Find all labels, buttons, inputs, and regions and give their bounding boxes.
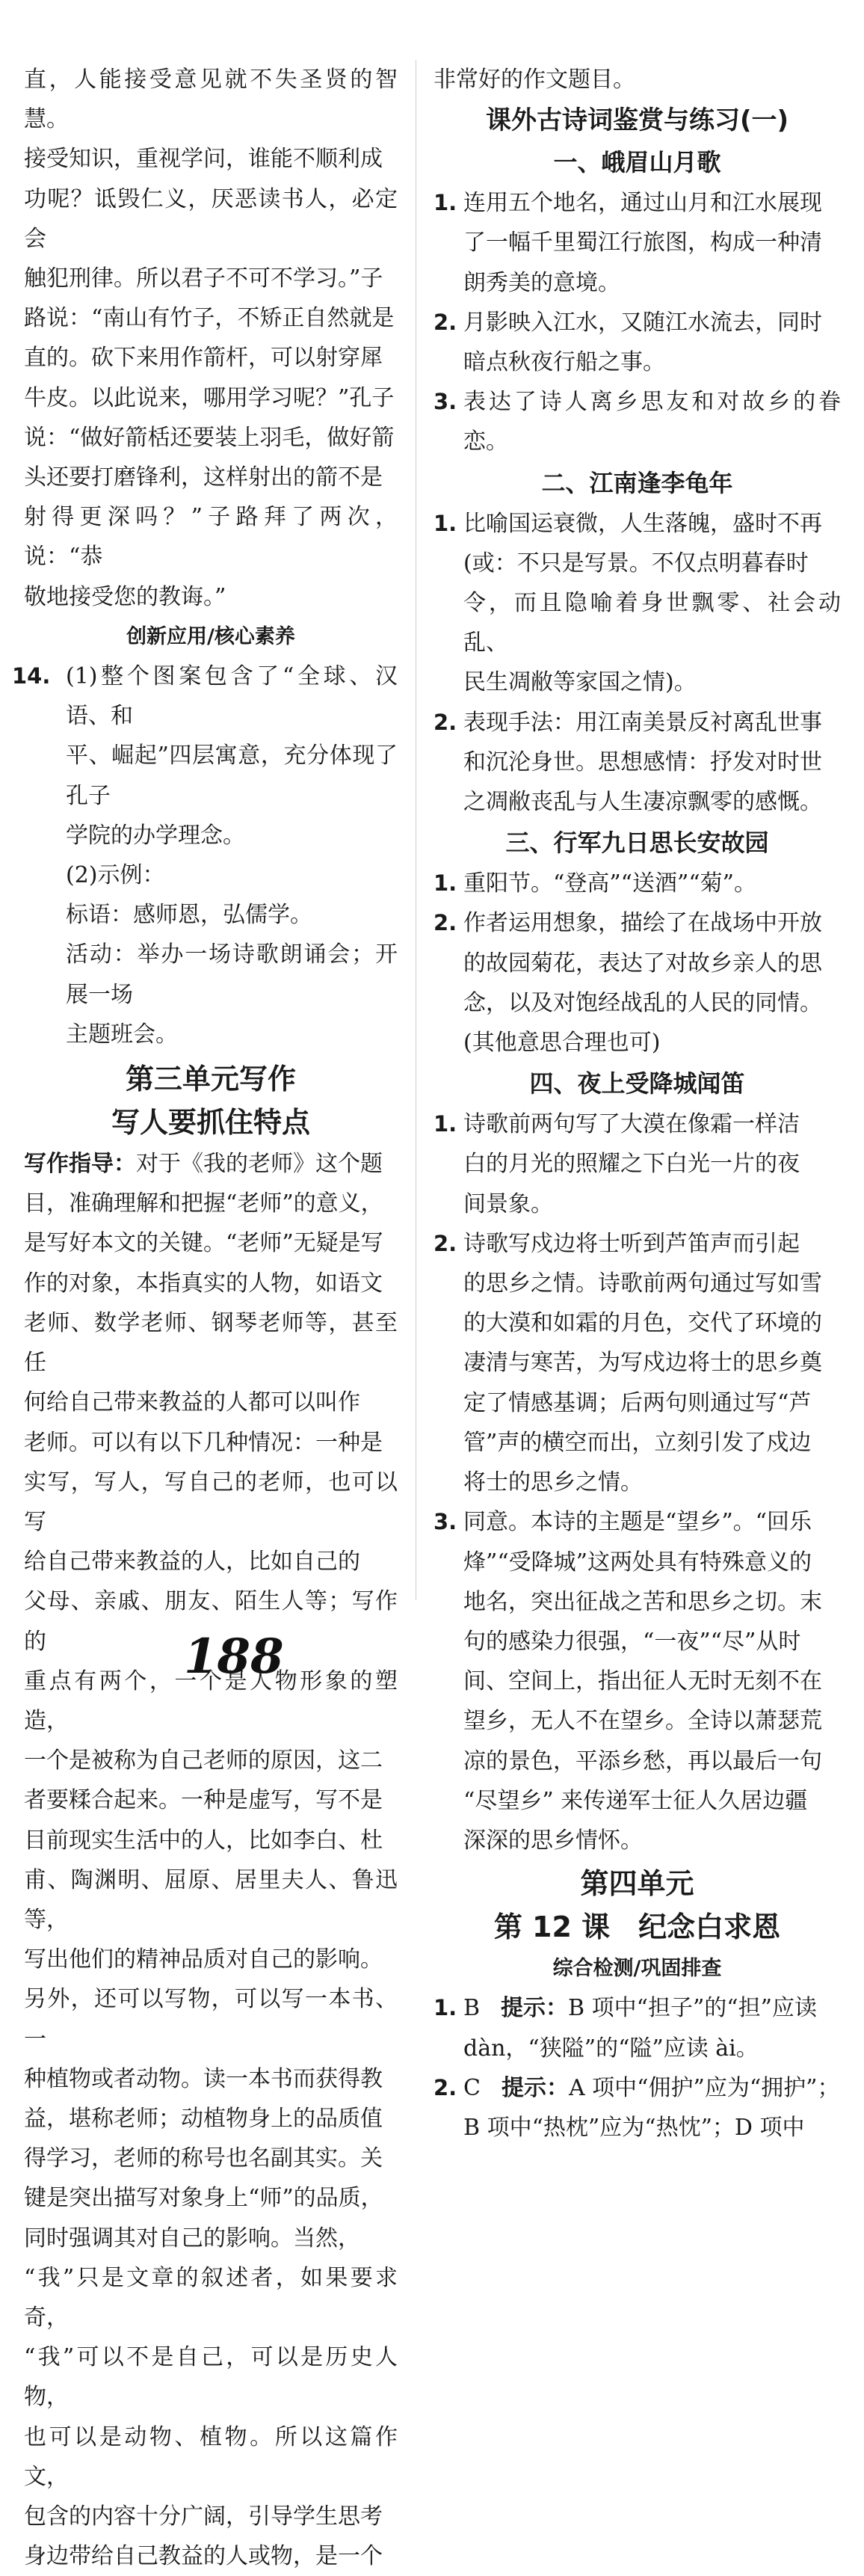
text-line: 头还要打磨锋利，这样射出的箭不是 xyxy=(24,464,383,491)
answer-number: 1. xyxy=(433,870,457,897)
text-line: 一个是被称为自己老师的原因，这二 xyxy=(24,1747,383,1774)
text-line: 老师、数学老师、钢琴老师等，甚至任 xyxy=(24,1309,398,1377)
answer-number: 1. xyxy=(433,1111,457,1137)
text-line: 敬地接受您的教诲。” xyxy=(24,583,226,610)
text-line: 望乡，无人不在望乡。全诗以萧瑟荒 xyxy=(463,1708,822,1735)
text-line: 朗秀美的意境。 xyxy=(463,269,620,296)
answer-number: 2. xyxy=(433,709,457,735)
text-line: 的大漠和如霜的月色，交代了环境的 xyxy=(463,1310,822,1337)
text-line: “我”只是文章的叙述者，如果要求奇， xyxy=(24,2264,398,2331)
text-line: 牛皮。以此说来，哪用学习呢？”孔子 xyxy=(24,384,395,411)
unit3-subtitle: 写人要抓住特点 xyxy=(111,1106,310,1140)
text-line: 是写好本文的关键。“老师”无疑是写 xyxy=(24,1230,383,1257)
text-line: 说：“做好箭栝还要装上羽毛，做好箭 xyxy=(24,424,395,451)
answer-number: 2. xyxy=(433,309,457,335)
unit4-title: 第四单元 xyxy=(580,1867,694,1901)
answer-item xyxy=(433,703,841,823)
answer-number: 1. xyxy=(433,1995,457,2021)
text-line: 同时强调其对自己的影响。当然， xyxy=(24,2225,360,2251)
text-line: 何给自己带来教益的人都可以叫作 xyxy=(24,1389,360,1416)
text-line: 另外，还可以写物，可以写一本书、一 xyxy=(24,1986,398,2053)
review-heading: 综合检测/巩固排查 xyxy=(552,1957,722,1981)
text-line: 定了情感基调；后两句则通过写“芦 xyxy=(463,1389,812,1416)
answer-item xyxy=(433,1988,841,2068)
text-line: 学院的办学理念。 xyxy=(66,822,245,849)
question-14 xyxy=(12,657,398,1054)
text-line: 表达了诗人离乡思友和对故乡的眷恋。 xyxy=(463,389,841,455)
text-line: (或：不只是写景。不仅点明暮春时 xyxy=(463,550,809,577)
unit3-title: 第三单元写作 xyxy=(125,1063,296,1096)
text-line: 功呢？诋毁仁义，厌恶读书人，必定会 xyxy=(24,185,398,252)
text-line: 月影映入江水，又随江水流去，同时 xyxy=(463,309,822,336)
answer-number: 1. xyxy=(433,510,457,536)
answer-item xyxy=(433,1104,841,1224)
text-line: 得学习，老师的称号也名副其实。关 xyxy=(24,2145,383,2172)
text-line: 管”声的横空而出，立刻引发了戍边 xyxy=(463,1429,812,1456)
answer-choice: B xyxy=(463,1995,481,2022)
answer-number: 2. xyxy=(433,2074,457,2100)
text-line: 民生凋敝等家国之情)。 xyxy=(463,669,697,696)
text-line: 包含的内容十分广阔，引导学生思考 xyxy=(24,2503,383,2530)
poem3-answers xyxy=(433,864,841,1063)
poem1-title: 一、峨眉山月歌 xyxy=(553,148,721,177)
answer-item xyxy=(433,504,841,703)
text-line: 凉的景色，平添乡愁，再以最后一句 xyxy=(463,1747,822,1774)
text-line xyxy=(24,1144,398,1184)
text-line: 同意。本诗的主题是“望乡”。“回乐 xyxy=(463,1509,812,1536)
text-line: 老师。可以有以下几种情况：一种是 xyxy=(24,1429,383,1456)
text-line: 和沉沦身世。思想感情：抒发对时世 xyxy=(463,748,822,775)
writing-guide xyxy=(24,1144,398,2576)
translation-passage xyxy=(24,60,398,617)
poem4-title: 四、夜上受降城闻笛 xyxy=(529,1069,745,1098)
innovation-heading: 创新应用/核心素养 xyxy=(126,624,295,648)
text-line: dàn，“狭隘”的“隘”应读 ài。 xyxy=(463,2035,759,2062)
hint-text: B 项中“担子”的“担”应读 xyxy=(568,1995,817,2022)
text-line xyxy=(463,1988,841,2028)
answer-item xyxy=(433,382,841,461)
poem2-title: 二、江南逢李龟年 xyxy=(541,468,733,497)
answer-item xyxy=(433,183,841,303)
text-line: 的故园菊花，表达了对故乡亲人的思 xyxy=(463,950,822,977)
hint-label: 提示： xyxy=(501,2074,569,2101)
text-line: 深深的思乡情怀。 xyxy=(463,1827,643,1854)
text-line: 给自己带来教益的人，比如自己的 xyxy=(24,1549,360,1576)
answer-item xyxy=(433,864,841,903)
text-line: 活动：举办一场诗歌朗诵会；开展一场 xyxy=(66,941,398,1008)
answer-number: 2. xyxy=(433,910,457,936)
text-line: 实写，写人，写自己的老师，也可以写 xyxy=(24,1469,398,1535)
text-line: 令，而且隐喻着身世飘零、社会动乱、 xyxy=(463,590,841,657)
left-column xyxy=(12,60,398,2576)
text-line: “尽望乡” 来传递军士征人久居边疆 xyxy=(463,1787,808,1814)
text-line: 者要糅合起来。一种是虚写，写不是 xyxy=(24,1787,383,1814)
text-line: 重阳节。“登高”“送酒”“菊”。 xyxy=(463,870,757,897)
answer-item xyxy=(433,1502,841,1860)
hint-text: A 项中“佣护”应为“拥护”； xyxy=(568,2074,840,2101)
text-line: 接受知识，重视学问，谁能不顺利成 xyxy=(24,146,383,173)
poem4-answers xyxy=(433,1104,841,1860)
text-line: 白的月光的照耀之下白光一片的夜 xyxy=(463,1151,800,1178)
text-line: (2)示例： xyxy=(66,862,165,889)
answer-item xyxy=(433,2068,841,2148)
text-line: 键是突出描写对象身上“师”的品质， xyxy=(24,2185,383,2212)
answer-item xyxy=(433,903,841,1063)
answer-choice: C xyxy=(463,2074,481,2101)
text-line: 句的感染力很强，“一夜”“尽”从时 xyxy=(463,1628,801,1655)
text-line: 间、空间上，指出征人无时无刻不在 xyxy=(463,1668,822,1695)
text-line: 甫、陶渊明、屈原、居里夫人、鲁迅等， xyxy=(24,1866,398,1933)
text-line: 间景象。 xyxy=(463,1190,553,1217)
text-line: (其他意思合理也可) xyxy=(463,1030,661,1057)
text-line xyxy=(463,2068,841,2108)
answer-number: 3. xyxy=(433,1509,457,1535)
page-number: 188 xyxy=(184,1629,284,1685)
poem2-answers xyxy=(433,504,841,823)
poetry-section-title: 课外古诗词鉴赏与练习(一) xyxy=(485,105,789,136)
poem3-title: 三、行军九日思长安故园 xyxy=(505,829,769,858)
text-line: 地名，突出征战之苦和思乡之切。末 xyxy=(463,1588,822,1615)
review-answers xyxy=(433,1988,841,2148)
text-line: 非常好的作文题目。 xyxy=(433,67,635,93)
text-line: 将士的思乡之情。 xyxy=(463,1469,643,1496)
text-line: 比喻国运衰微，人生落魄，盛时不再 xyxy=(463,510,822,537)
text-line: 念，以及对饱经战乱的人民的同情。 xyxy=(463,989,822,1016)
text-line: 身边带给自己教益的人或物，是一个 xyxy=(24,2543,383,2570)
text-line: 作者运用想象，描绘了在战场中开放 xyxy=(463,910,822,937)
text-line: 表现手法：用江南美景反衬离乱世事 xyxy=(463,709,822,736)
text-line: 父母、亲戚、朋友、陌生人等；写作的 xyxy=(24,1588,398,1655)
guide-label: 写作指导： xyxy=(24,1151,136,1178)
guide-first-line: 对于《我的老师》这个题 xyxy=(136,1151,383,1178)
text-line: 暗点秋夜行船之事。 xyxy=(463,349,665,376)
text-line: 平、崛起”四层寓意，充分体现了孔子 xyxy=(66,743,398,809)
text-line: 益，堪称老师；动植物身上的品质值 xyxy=(24,2105,383,2132)
text-line: 直的。砍下来用作箭杆，可以射穿犀 xyxy=(24,345,383,372)
text-line: 目前现实生活中的人，比如李白、杜 xyxy=(24,1827,383,1854)
answer-item xyxy=(433,303,841,382)
answer-number: 3. xyxy=(433,389,457,415)
text-line: 直，人能接受意见就不失圣贤的智慧。 xyxy=(24,67,398,133)
text-line: 了一幅千里蜀江行旅图，构成一种清 xyxy=(463,230,822,256)
text-line: 作的对象，本指真实的人物，如语文 xyxy=(24,1270,383,1297)
text-line: 路说：“南山有竹子，不矫正自然就是 xyxy=(24,305,395,332)
text-line: 目，准确理解和把握“老师”的意义， xyxy=(24,1190,383,1217)
text-line: 之凋敝丧乱与人生凄凉飘零的感慨。 xyxy=(463,789,822,816)
hint-label: 提示： xyxy=(501,1995,569,2022)
poem1-answers xyxy=(433,183,841,461)
text-line: 诗歌前两句写了大漠在像霜一样洁 xyxy=(463,1111,800,1138)
answer-number: 1. xyxy=(433,190,457,216)
text-line: 的思乡之情。诗歌前两句通过写如雪 xyxy=(463,1270,822,1297)
text-line: 主题班会。 xyxy=(66,1021,178,1048)
text-line: 也可以是动物、植物。所以这篇作文， xyxy=(24,2423,398,2490)
text-line: 连用五个地名，通过山月和江水展现 xyxy=(463,190,822,217)
text-line: 凄清与寒苦，为写戍边将士的思乡奠 xyxy=(463,1350,822,1377)
text-line: 写出他们的精神品质对自己的影响。 xyxy=(24,1946,383,1973)
text-line: 诗歌写戍边将士听到芦笛声而引起 xyxy=(463,1230,800,1257)
answer-item xyxy=(433,1224,841,1502)
text-line: 标语：感师恩，弘儒学。 xyxy=(66,902,312,929)
right-column xyxy=(433,60,841,2148)
question-number: 14. xyxy=(12,663,51,689)
text-line: (1)整个图案包含了“全球、汉语、和 xyxy=(66,663,398,730)
text-line: 触犯刑律。所以君子不可不学习。”子 xyxy=(24,265,383,292)
text-line: 烽”“受降城”这两处具有特殊意义的 xyxy=(463,1549,812,1576)
text-line: “我”可以不是自己，可以是历史人物， xyxy=(24,2344,398,2411)
text-line: B 项中“热枕”应为“热忱”；D 项中 xyxy=(463,2114,805,2141)
text-line: 种植物或者动物。读一本书而获得教 xyxy=(24,2065,383,2092)
text-line: 重点有两个，一个是人物形象的塑造， xyxy=(24,1667,398,1734)
text-line: 射得更深吗？”子路拜了两次，说：“恭 xyxy=(24,504,398,571)
lesson12-title: 第 12 课 纪念白求恩 xyxy=(493,1911,781,1944)
answer-number: 2. xyxy=(433,1230,457,1256)
